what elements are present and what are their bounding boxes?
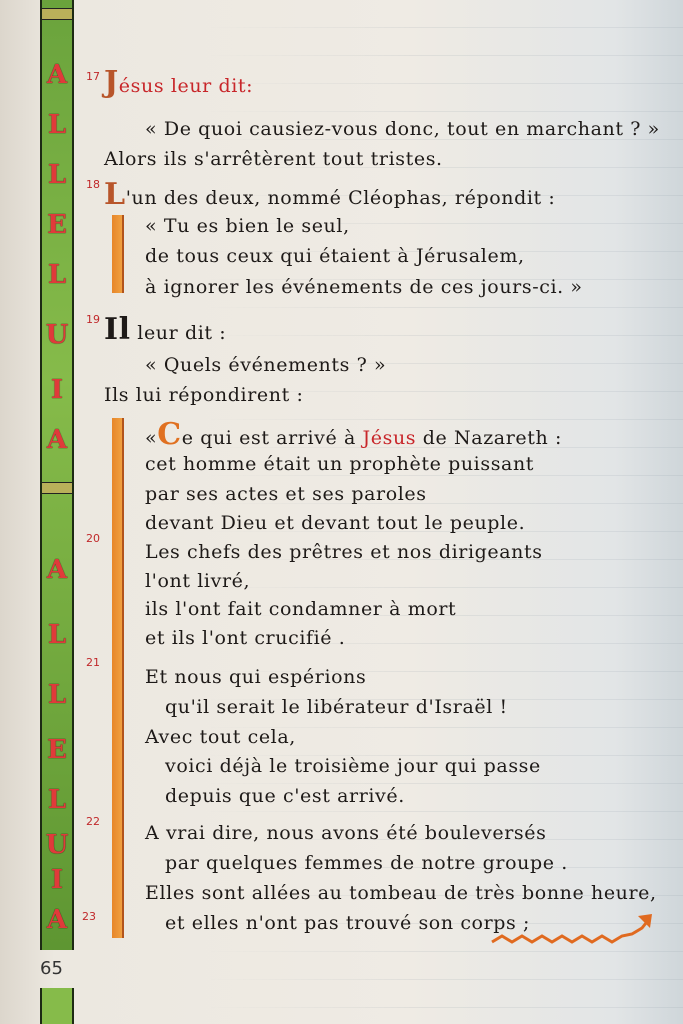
alleluia-border <box>40 0 74 950</box>
text-line: et elles n'ont pas trouvé son corps ; <box>165 912 531 934</box>
text-line: à ignorer les événements de ces jours-ci. » <box>145 276 583 298</box>
text-line <box>145 417 562 452</box>
border-letter: I <box>50 865 64 895</box>
border-letter: L <box>47 785 67 815</box>
text-line: par quelques femmes de notre groupe . <box>165 852 568 874</box>
border-letter: L <box>47 620 67 650</box>
text-line: de tous ceux qui étaient à Jérusalem, <box>145 245 525 267</box>
text-line: ils l'ont fait condamner à mort <box>145 598 457 620</box>
text-line: depuis que c'est arrivé. <box>165 785 405 807</box>
text-line: Avec tout cela, <box>145 726 296 748</box>
drop-capital: J <box>104 65 119 100</box>
border-letter: L <box>47 680 67 710</box>
verse-number: 21 <box>86 656 100 669</box>
text-line: Les chefs des prêtres et nos dirigeants <box>145 541 543 563</box>
text-line <box>104 312 227 347</box>
text-line <box>104 65 254 100</box>
text-line: par ses actes et ses paroles <box>145 483 427 505</box>
speech-bar <box>112 418 124 938</box>
line-text: ésus leur dit: <box>118 75 254 97</box>
line-text: « <box>145 427 158 449</box>
text-line: et ils l'ont crucifié . <box>145 627 346 649</box>
text-line: Ils lui répondirent : <box>104 384 304 406</box>
drop-capital: C <box>157 417 182 452</box>
speech-bar <box>112 215 124 293</box>
line-text: leur dit : <box>137 322 227 344</box>
text-line: voici déjà le troisième jour qui passe <box>165 755 541 777</box>
alleluia-border-bottom <box>40 988 74 1024</box>
verse-number: 18 <box>86 178 100 191</box>
music-staff-ornament <box>42 8 72 20</box>
drop-capital: Il <box>104 312 131 347</box>
text-line: Alors ils s'arrêtèrent tout tristes. <box>104 148 443 170</box>
border-letter: A <box>46 425 68 455</box>
music-staff-ornament <box>42 482 72 494</box>
border-letter: E <box>47 210 67 240</box>
border-letter: I <box>50 375 64 405</box>
border-letter: U <box>45 320 69 350</box>
verse-number: 23 <box>82 910 96 923</box>
continuation-arrow-icon <box>490 912 660 952</box>
page-number: 65 <box>40 958 63 979</box>
border-letter: E <box>47 735 67 765</box>
text-line: Elles sont allées au tombeau de très bonne heure, <box>145 882 657 904</box>
text-line: qu'il serait le libérateur d'Israël ! <box>165 696 508 718</box>
border-letter: L <box>47 110 67 140</box>
text-line: cet homme était un prophète puissant <box>145 453 535 475</box>
text-line: « De quoi causiez-vous donc, tout en marchant ? » <box>145 118 660 140</box>
border-letter: A <box>46 555 68 585</box>
verse-number: 22 <box>86 815 100 828</box>
border-letter: A <box>46 60 68 90</box>
text-line: « Quels événements ? » <box>145 354 387 376</box>
verse-number: 20 <box>86 532 100 545</box>
line-text: de Nazareth : <box>416 427 562 449</box>
border-letter: L <box>47 160 67 190</box>
verse-number: 17 <box>86 70 100 83</box>
line-text: e qui est arrivé à <box>181 427 363 449</box>
border-letter: L <box>47 260 67 290</box>
border-letter: U <box>45 830 69 860</box>
text-line: « Tu es bien le seul, <box>145 215 350 237</box>
text-line <box>104 177 556 212</box>
jesus-name: Jésus <box>362 427 417 449</box>
text-line: l'ont livré, <box>145 570 251 592</box>
verse-number: 19 <box>86 313 100 326</box>
drop-capital: L <box>104 177 126 212</box>
line-text: 'un des deux, nommé Cléophas, répondit : <box>125 187 556 209</box>
text-line: Et nous qui espérions <box>145 666 367 688</box>
text-line: devant Dieu et devant tout le peuple. <box>145 512 526 534</box>
border-letter: A <box>46 905 68 935</box>
text-line: A vrai dire, nous avons été bouleversés <box>145 822 547 844</box>
